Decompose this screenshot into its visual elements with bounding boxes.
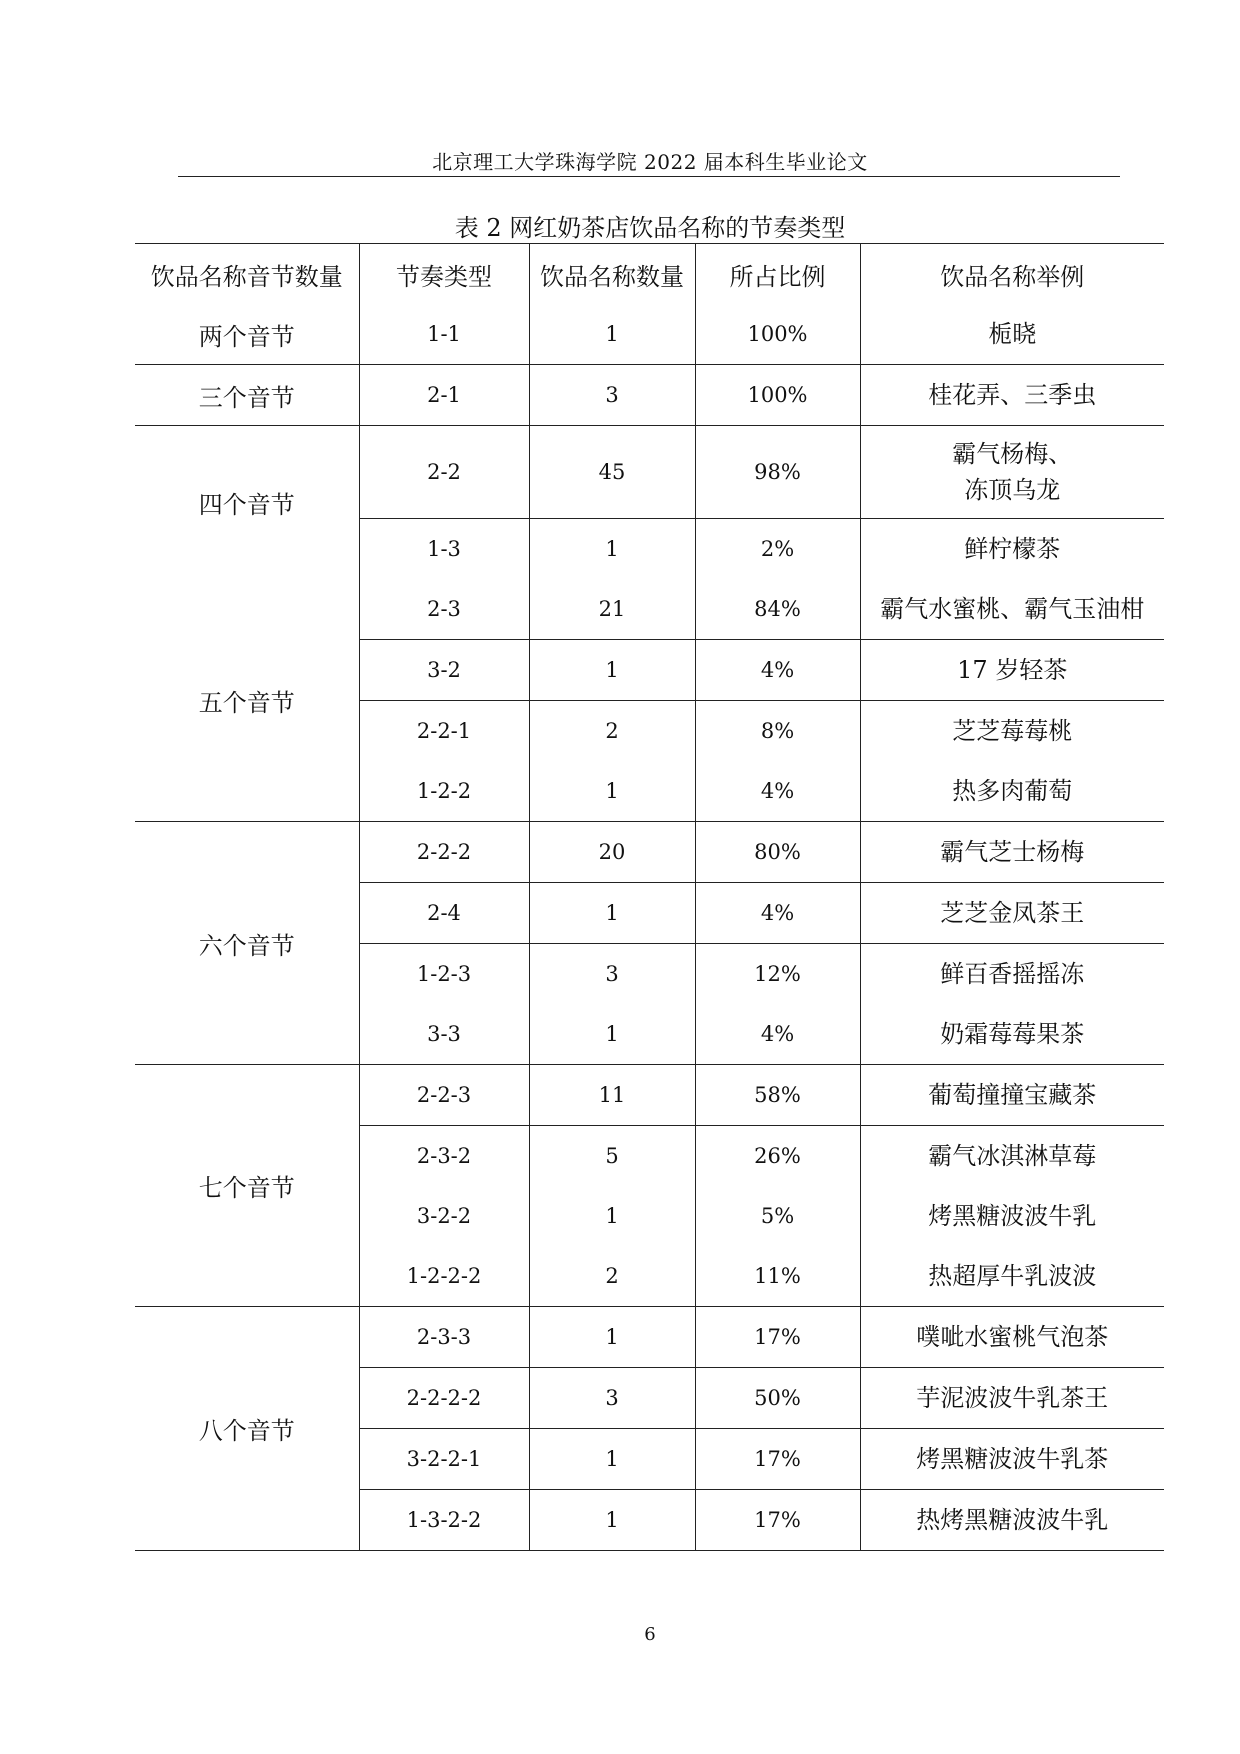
rhythm-type-cell: 1-1 bbox=[359, 304, 529, 365]
count-cell: 1 bbox=[529, 1186, 695, 1246]
rhythm-type-cell: 1-2-2-2 bbox=[359, 1246, 529, 1307]
col-header-syllables: 饮品名称音节数量 bbox=[135, 244, 359, 305]
count-cell: 1 bbox=[529, 1307, 695, 1368]
rhythm-type-cell: 3-2-2-1 bbox=[359, 1429, 529, 1490]
count-cell: 11 bbox=[529, 1065, 695, 1126]
rhythm-type-cell: 2-2-2-2 bbox=[359, 1368, 529, 1429]
rhythm-type-cell: 2-3-2 bbox=[359, 1126, 529, 1187]
count-cell: 1 bbox=[529, 761, 695, 822]
table-row bbox=[135, 1065, 1164, 1126]
table-row bbox=[135, 426, 1164, 519]
rhythm-type-cell: 3-2-2 bbox=[359, 1186, 529, 1246]
rhythm-type-cell: 2-4 bbox=[359, 883, 529, 944]
table-row bbox=[135, 365, 1164, 426]
table-row bbox=[135, 579, 1164, 640]
example-cell: 鲜柠檬茶 bbox=[964, 535, 1061, 563]
example-cell: 葡萄撞撞宝藏茶 bbox=[860, 1065, 1164, 1126]
ratio-cell: 58% bbox=[695, 1065, 860, 1126]
rhythm-type-cell: 2-3 bbox=[359, 579, 529, 640]
example-cell: 奶霜莓莓果茶 bbox=[860, 1004, 1164, 1065]
rhythm-type-cell: 1-2-3 bbox=[359, 944, 529, 1005]
count-cell: 1 bbox=[529, 304, 695, 365]
example-cell: 霸气水蜜桃、霸气玉油柑 bbox=[860, 579, 1164, 640]
rhythm-type-cell: 2-3-3 bbox=[359, 1307, 529, 1368]
example-cell bbox=[860, 426, 1164, 519]
group-label: 八个音节 bbox=[135, 1307, 359, 1551]
rhythm-type-cell: 1-3-2-2 bbox=[359, 1490, 529, 1551]
rhythm-type-cell: 3-3 bbox=[359, 1004, 529, 1065]
ratio-cell: 17% bbox=[695, 1490, 860, 1551]
group-label: 七个音节 bbox=[135, 1065, 359, 1307]
ratio-cell: 80% bbox=[695, 822, 860, 883]
ratio-cell: 17% bbox=[695, 1429, 860, 1490]
table-row bbox=[135, 822, 1164, 883]
ratio-cell: 4% bbox=[695, 883, 860, 944]
example-cell: 噗呲水蜜桃气泡茶 bbox=[860, 1307, 1164, 1368]
example-cell: 鲜百香摇摇冻 bbox=[940, 960, 1085, 988]
rhythm-type-cell: 2-2 bbox=[359, 426, 529, 519]
ratio-cell: 4% bbox=[695, 761, 860, 822]
count-cell: 5 bbox=[529, 1126, 695, 1187]
table-caption: 表 2 网红奶茶店饮品名称的节奏类型 bbox=[454, 214, 846, 242]
example-cell: 芝芝金凤茶王 bbox=[860, 883, 1164, 944]
example-cell: 芝芝莓莓桃 bbox=[952, 717, 1073, 745]
count-cell: 1 bbox=[529, 519, 695, 580]
ratio-cell: 8% bbox=[695, 701, 860, 762]
col-header-ratio: 所占比例 bbox=[695, 244, 860, 305]
group-label: 两个音节 bbox=[135, 304, 359, 365]
count-cell: 2 bbox=[529, 1246, 695, 1307]
rhythm-type-cell: 1-3 bbox=[359, 519, 529, 580]
example-cell: 芋泥波波牛乳茶王 bbox=[860, 1368, 1164, 1429]
example-cell: 栀晓 bbox=[860, 304, 1164, 365]
count-cell: 1 bbox=[529, 1490, 695, 1551]
table-row bbox=[135, 304, 1164, 365]
group-label: 三个音节 bbox=[135, 365, 359, 426]
ratio-cell: 98% bbox=[695, 426, 860, 519]
count-cell: 21 bbox=[529, 579, 695, 640]
example-cell: 17 岁轻茶 bbox=[860, 640, 1164, 701]
ratio-cell: 100% bbox=[695, 304, 860, 365]
rhythm-type-table bbox=[135, 243, 1164, 1551]
count-cell: 1 bbox=[529, 1004, 695, 1065]
example-cell: 桂花弄、三季虫 bbox=[860, 365, 1164, 426]
example-cell: 霸气芝士杨梅 bbox=[860, 822, 1164, 883]
rhythm-type-cell: 2-2-3 bbox=[359, 1065, 529, 1126]
count-cell: 3 bbox=[529, 365, 695, 426]
count-cell: 2 bbox=[529, 701, 695, 762]
example-cell: 烤黑糖波波牛乳茶 bbox=[860, 1429, 1164, 1490]
example-cell: 热超厚牛乳波波 bbox=[860, 1246, 1164, 1307]
page-number: 6 bbox=[644, 1624, 656, 1645]
ratio-cell: 2% bbox=[695, 519, 860, 580]
col-header-rhythm-type: 节奏类型 bbox=[359, 244, 529, 305]
group-label: 五个音节 bbox=[135, 579, 359, 822]
ratio-cell: 4% bbox=[695, 1004, 860, 1065]
ratio-cell: 100% bbox=[695, 365, 860, 426]
col-header-examples: 饮品名称举例 bbox=[860, 244, 1164, 305]
ratio-cell: 12% bbox=[695, 944, 860, 1005]
count-cell: 1 bbox=[529, 640, 695, 701]
example-line: 冻顶乌龙 bbox=[964, 476, 1061, 504]
rhythm-type-cell: 2-2-1 bbox=[359, 701, 529, 762]
example-cell: 热多肉葡萄 bbox=[860, 761, 1164, 822]
table-row bbox=[135, 1307, 1164, 1368]
rhythm-type-cell: 3-2 bbox=[359, 640, 529, 701]
ratio-cell: 5% bbox=[695, 1186, 860, 1246]
ratio-cell: 50% bbox=[695, 1368, 860, 1429]
header-rule bbox=[178, 176, 1120, 177]
count-cell: 20 bbox=[529, 822, 695, 883]
example-line: 霸气杨梅、 bbox=[952, 440, 1073, 468]
running-header: 北京理工大学珠海学院 2022 届本科生毕业论文 bbox=[432, 150, 868, 174]
count-cell: 3 bbox=[529, 944, 695, 1005]
group-label: 六个音节 bbox=[135, 822, 359, 1065]
ratio-cell: 17% bbox=[695, 1307, 860, 1368]
group-label: 四个音节 bbox=[135, 426, 359, 580]
rhythm-type-cell: 1-2-2 bbox=[359, 761, 529, 822]
ratio-cell: 84% bbox=[695, 579, 860, 640]
example-cell: 热烤黑糖波波牛乳 bbox=[860, 1490, 1164, 1551]
count-cell: 1 bbox=[529, 1429, 695, 1490]
table-header-row bbox=[135, 244, 1164, 305]
ratio-cell: 4% bbox=[695, 640, 860, 701]
count-cell: 3 bbox=[529, 1368, 695, 1429]
col-header-name-count: 饮品名称数量 bbox=[529, 244, 695, 305]
example-cell: 霸气冰淇淋草莓 bbox=[928, 1142, 1097, 1170]
count-cell: 1 bbox=[529, 883, 695, 944]
ratio-cell: 26% bbox=[695, 1126, 860, 1187]
count-cell: 45 bbox=[529, 426, 695, 519]
rhythm-type-cell: 2-2-2 bbox=[359, 822, 529, 883]
example-cell: 烤黑糖波波牛乳 bbox=[928, 1202, 1097, 1230]
ratio-cell: 11% bbox=[695, 1246, 860, 1307]
rhythm-type-cell: 2-1 bbox=[359, 365, 529, 426]
